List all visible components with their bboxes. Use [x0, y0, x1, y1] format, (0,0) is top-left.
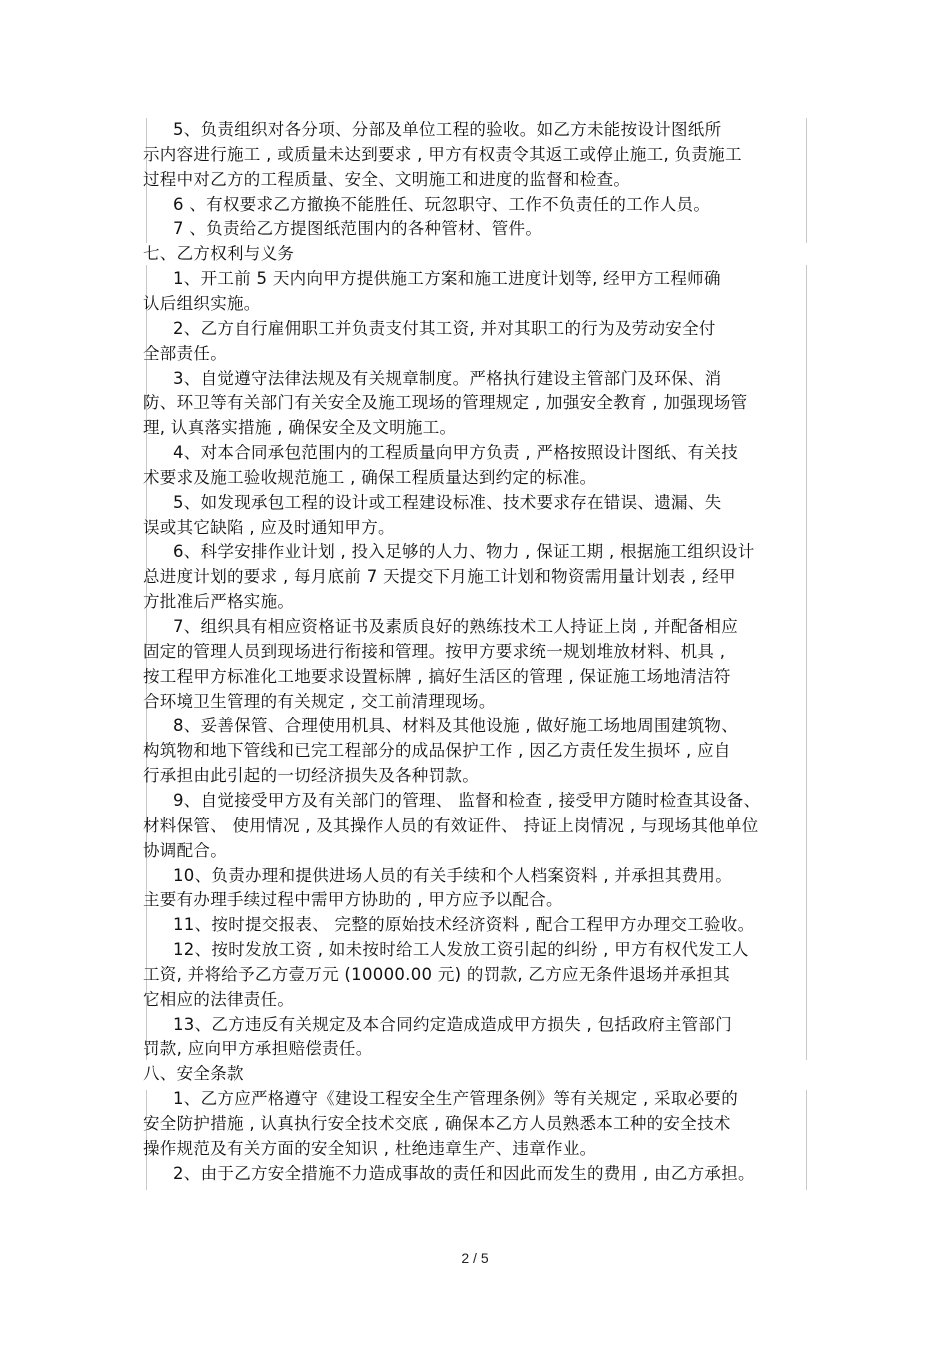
clause-7-line: 12、按时发放工资 , 如未按时给工人发放工资引起的纠纷 , 甲方有权代发工人	[173, 940, 749, 960]
clause-6-line: 示内容进行施工 , 或质量未达到要求 , 甲方有权责令其返工或停止施工, 负责施工	[143, 144, 742, 164]
clause-7-line: 构筑物和地下管线和已完工程部分的成品保护工作 , 因乙方责任发生损坏 , 应自	[143, 741, 731, 761]
clause-8-line: 操作规范及有关方面的安全知识 , 杜绝违章生产、违章作业。	[143, 1138, 597, 1158]
margin-rule	[806, 1090, 807, 1190]
clause-8-line: 2、由于乙方安全措施不力造成事故的责任和因此而发生的费用 , 由乙方承担。	[173, 1163, 755, 1183]
clause-7-line: 4、对本合同承包范围内的工程质量向甲方负责 , 严格按照设计图纸、有关技	[173, 443, 739, 463]
page-number: 2 / 5	[461, 1250, 489, 1266]
clause-7-line: 6、科学安排作业计划 , 投入足够的人力、物力 , 保证工期 , 根据施工组织设计	[173, 542, 755, 562]
clause-7-line: 2、乙方自行雇佣职工并负责支付其工资, 并对其职工的行为及劳动安全付	[173, 318, 716, 338]
clause-7-line: 8、妥善保管、合理使用机具、材料及其他设施 , 做好施工场地周围建筑物、	[173, 716, 739, 736]
clause-8-line: 安全防护措施 , 认真执行安全技术交底 , 确保本乙方人员熟悉本工种的安全技术	[143, 1114, 731, 1133]
clause-7-line: 10、负责办理和提供进场人员的有关手续和个人档案资料 , 并承担其费用。	[173, 865, 733, 885]
clause-7-line: 协调配合。	[143, 840, 227, 860]
clause-7-line: 防、环卫等有关部门有关安全及施工现场的管理规定 , 加强安全教育 , 加强现场管	[143, 393, 748, 413]
clause-7-line: 按工程甲方标准化工地要求设置标牌 , 搞好生活区的管理 , 保证施工场地清洁符	[143, 666, 731, 686]
clause-6-line: 7 、负责给乙方提图纸范围内的各种管材、管件。	[173, 219, 543, 239]
clause-7-line: 合环境卫生管理的有关规定 , 交工前清理现场。	[143, 691, 496, 711]
margin-rule	[806, 118, 807, 243]
clause-7-line: 认后组织实施。	[143, 293, 261, 313]
clause-7-line: 固定的管理人员到现场进行衔接和管理。按甲方要求统一规划堆放材料、机具 ,	[143, 641, 726, 661]
section-heading-7: 七、乙方权利与义务	[143, 244, 295, 264]
clause-7-line: 工资, 并将给予乙方壹万元 (10000.00 元) 的罚款, 乙方应无条件退场并承担其	[143, 964, 731, 984]
clause-7-line: 方批准后严格实施。	[143, 592, 295, 612]
clause-7-line: 5、如发现承包工程的设计或工程建设标准、技术要求存在错误、遗漏、失	[173, 492, 722, 512]
clause-7-line: 9、自觉接受甲方及有关部门的管理、 监督和检查 , 接受甲方随时检查其设备、	[173, 790, 761, 810]
clause-6-line: 6 、有权要求乙方撤换不能胜任、玩忽职守、工作不负责任的工作人员。	[173, 194, 711, 214]
clause-7-line: 它相应的法律责任。	[143, 989, 295, 1009]
clause-7-line: 主要有办理手续过程中需甲方协助的 , 甲方应予以配合。	[143, 890, 563, 910]
clause-7-line: 罚款, 应向甲方承担赔偿责任。	[143, 1039, 373, 1059]
clause-7-line: 术要求及施工验收规范施工 , 确保工程质量达到约定的标准。	[143, 467, 597, 487]
clause-7-line: 13、乙方违反有关规定及本合同约定造成造成甲方损失 , 包括政府主管部门	[173, 1014, 733, 1034]
clause-7-line: 误或其它缺陷 , 应及时通知甲方。	[143, 517, 395, 537]
clause-7-line: 11、按时提交报表、 完整的原始技术经济资料 , 配合工程甲方办理交工验收。	[173, 915, 755, 935]
margin-rule	[806, 265, 807, 1060]
clause-7-line: 理, 认真落实措施 , 确保安全及文明施工。	[143, 418, 457, 438]
clause-7-line: 7、组织具有相应资格证书及素质良好的熟练技术工人持证上岗 , 并配备相应	[173, 617, 739, 636]
clause-6-line: 5、负责组织对各分项、分部及单位工程的验收。如乙方未能按设计图纸所	[173, 120, 722, 139]
clause-7-line: 行承担由此引起的一切经济损失及各种罚款。	[143, 766, 479, 786]
clause-8-line: 1、乙方应严格遵守《建设工程安全生产管理条例》等有关规定 , 采取必要的	[173, 1089, 739, 1109]
clause-7-line: 总进度计划的要求 , 每月底前 7 天提交下月施工计划和物资需用量计划表 , 经甲	[143, 567, 736, 587]
clause-7-line: 全部责任。	[143, 343, 227, 363]
section-heading-8: 八、安全条款	[143, 1064, 244, 1084]
clause-7-line: 材料保管、 使用情况 , 及其操作人员的有效证件、 持证上岗情况 , 与现场其他单位	[143, 815, 759, 835]
clause-6-line: 过程中对乙方的工程质量、安全、文明施工和进度的监督和检查。	[143, 169, 631, 189]
clause-7-line: 1、开工前 5 天内向甲方提供施工方案和施工进度计划等, 经甲方工程师确	[173, 269, 721, 289]
clause-7-line: 3、自觉遵守法律法规及有关规章制度。严格执行建设主管部门及环保、消	[173, 368, 722, 388]
